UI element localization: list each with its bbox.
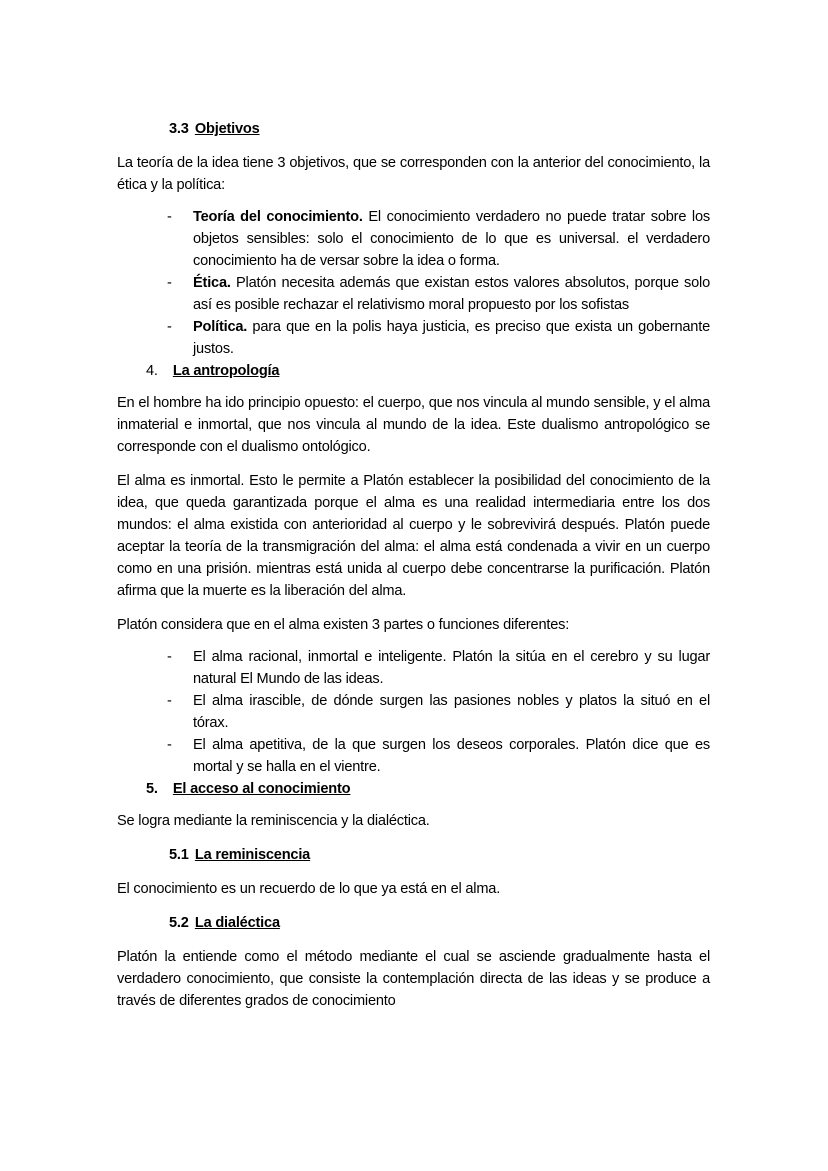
- antropologia-paragraph: En el hombre ha ido principio opuesto: el cuerpo, que nos vincula al mundo sensible, y el alma inmaterial e inmortal, que nos vincula al mundo de la idea. Este dualismo antropológico se corresponde con el dualismo ontológico.: [117, 395, 710, 455]
- heading-number: 3.3: [169, 121, 189, 137]
- heading-number: 4.: [146, 363, 158, 379]
- heading-number: 5.2: [169, 915, 189, 931]
- list-item: - El alma racional, inmortal e inteligente. Platón la sitúa en el cerebro y su lugar natural El Mundo de las ideas.: [193, 646, 710, 690]
- item-lead: Teoría del conocimiento.: [193, 209, 363, 225]
- heading-5-2: [117, 912, 710, 934]
- list-item: [193, 206, 710, 272]
- dialectica-text: Platón la entiende como el método mediante el cual se asciende gradualmente hasta el verdadero conocimiento, que consiste la contemplación directa de las ideas y se produce a través de diferentes grados de conocimiento: [117, 949, 710, 1009]
- heading-number: 5.1: [169, 847, 189, 863]
- antropologia-paragraph: Platón considera que en el alma existen 3 partes o funciones diferentes:: [117, 617, 570, 633]
- item-text: para que en la polis haya justicia, es preciso que exista un gobernante justos.: [193, 319, 710, 357]
- list-item: [193, 316, 710, 360]
- item-text: Platón necesita además que existan estos valores absolutos, porque solo así es posible rechazar el relativismo moral propuesto por los sofistas: [193, 275, 710, 313]
- heading-5: [117, 778, 710, 800]
- list-item: - El alma irascible, de dónde surgen las pasiones nobles y platos la situó en el tórax.: [193, 690, 710, 734]
- reminiscencia-text: El conocimiento es un recuerdo de lo que ya está en el alma.: [117, 881, 501, 897]
- heading-title: La antropología: [172, 363, 280, 379]
- item-lead: Política.: [193, 319, 248, 335]
- objetivos-intro: La teoría de la idea tiene 3 objetivos, que se corresponden con la anterior del conocimiento, la ética y la política:: [117, 155, 710, 193]
- alma-parts-list: [117, 646, 710, 778]
- heading-4: [117, 360, 710, 382]
- objetivos-list: [117, 206, 710, 360]
- antropologia-paragraph: El alma es inmortal. Esto le permite a Platón establecer la posibilidad del conocimiento de la idea, que queda garantizada porque el alma es una realidad intermediaria entre los dos mundos: el alma existida con anterioridad al cuerpo y le sobrevivirá después. Platón puede aceptar la teoría de la transmigración del alma: el alma está condenada a vivir en un cuerpo como en una prisión. mientras está unida al cuerpo debe concentrarse la purificación. Platón afirma que la muerte es la liberación del alma.: [117, 473, 710, 599]
- heading-5-1: [117, 844, 710, 866]
- document-page: [117, 118, 710, 1024]
- item-text: El conocimiento verdadero no puede tratar sobre los objetos sensibles: solo el conocimiento de lo que es universal. el verdadero conocimiento ha de versar sobre la idea o forma.: [193, 209, 710, 269]
- heading-title: El acceso al conocimiento: [172, 781, 351, 797]
- heading-title: La reminiscencia: [194, 847, 311, 863]
- acceso-text: Se logra mediante la reminiscencia y la dialéctica.: [117, 813, 430, 829]
- heading-3-3: [117, 118, 710, 140]
- heading-number: 5.: [146, 781, 158, 797]
- list-item: [193, 272, 710, 316]
- list-item: - El alma apetitiva, de la que surgen los deseos corporales. Platón dice que es mortal y se halla en el vientre.: [193, 734, 710, 778]
- heading-title: Objetivos: [194, 121, 260, 137]
- heading-title: La dialéctica: [194, 915, 280, 931]
- item-lead: Ética.: [193, 275, 231, 291]
